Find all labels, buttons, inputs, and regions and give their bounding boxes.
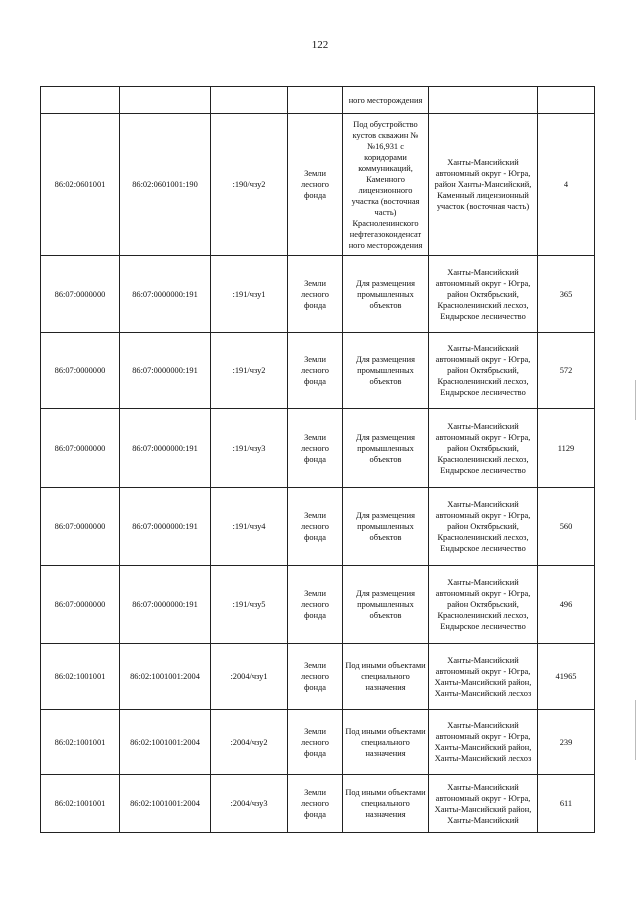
page-number: 122 [311,39,329,51]
part-number-cell [211,87,288,114]
part-number-cell: :2004/чзу1 [211,644,288,710]
land-category-cell: Земли лесного фонда [288,256,343,333]
table-row [41,114,595,256]
area-cell: 560 [538,488,595,566]
land-category-cell: Земли лесного фонда [288,488,343,566]
quarter-cell: 86:07:0000000 [41,409,120,488]
table-row [41,566,595,644]
land-category-cell: Земли лесного фонда [288,710,343,775]
table-row [41,710,595,775]
land-category-cell [288,87,343,114]
table-row [41,87,595,114]
cadastral-number-cell: 86:07:0000000:191 [120,488,211,566]
location-cell: Ханты-Мансийский автономный округ - Югра, Ханты-Мансийский район, Ханты-Мансийский [429,775,538,833]
area-cell: 4 [538,114,595,256]
location-cell: Ханты-Мансийский автономный округ - Югра, район Октябрьский, Красноленинский лесхоз, Ендырское лесничество [429,333,538,409]
location-cell: Ханты-Мансийский автономный округ - Югра, Ханты-Мансийский район, Ханты-Мансийский лесхоз [429,710,538,775]
purpose-cell: Для размещения промышленных объектов [343,488,429,566]
scan-edge-mark [635,700,636,760]
location-cell: Ханты-Мансийский автономный округ - Югра, район Октябрьский, Красноленинский лесхоз, Ендырское лесничество [429,488,538,566]
location-cell: Ханты-Мансийский автономный округ - Югра, район Октябрьский, Красноленинский лесхоз, Ендырское лесничество [429,566,538,644]
cadastral-number-cell: 86:02:1001001:2004 [120,710,211,775]
part-number-cell: :191/чзу4 [211,488,288,566]
area-cell: 365 [538,256,595,333]
land-category-cell: Земли лесного фонда [288,775,343,833]
location-cell: Ханты-Мансийский автономный округ - Югра, район Ханты-Мансийский, Каменный лицензионный участок (восточная часть) [429,114,538,256]
scan-edge-mark [635,380,636,420]
area-cell: 572 [538,333,595,409]
quarter-cell: 86:02:0601001 [41,114,120,256]
area-cell: 1129 [538,409,595,488]
quarter-cell [41,87,120,114]
cadastral-number-cell: 86:07:0000000:191 [120,333,211,409]
location-cell: Ханты-Мансийский автономный округ - Югра, Ханты-Мансийский район, Ханты-Мансийский лесхоз [429,644,538,710]
cadastral-number-cell: 86:07:0000000:191 [120,566,211,644]
cadastral-number-cell: 86:07:0000000:191 [120,409,211,488]
quarter-cell: 86:07:0000000 [41,488,120,566]
land-registry-table [40,86,595,833]
part-number-cell: :191/чзу2 [211,333,288,409]
part-number-cell: :191/чзу5 [211,566,288,644]
part-number-cell: :2004/чзу3 [211,775,288,833]
table-row [41,644,595,710]
purpose-cell: Для размещения промышленных объектов [343,409,429,488]
area-cell: 611 [538,775,595,833]
cadastral-number-cell [120,87,211,114]
land-category-cell: Земли лесного фонда [288,409,343,488]
cadastral-number-cell: 86:07:0000000:191 [120,256,211,333]
part-number-cell: :190/чзу2 [211,114,288,256]
purpose-cell: Для размещения промышленных объектов [343,566,429,644]
purpose-cell: Для размещения промышленных объектов [343,333,429,409]
purpose-cell: ного месторождения [343,87,429,114]
cadastral-number-cell: 86:02:1001001:2004 [120,775,211,833]
purpose-cell: Под иными объектами специального назначения [343,775,429,833]
quarter-cell: 86:07:0000000 [41,333,120,409]
part-number-cell: :2004/чзу2 [211,710,288,775]
area-cell: 41965 [538,644,595,710]
area-cell [538,87,595,114]
table-row [41,488,595,566]
quarter-cell: 86:02:1001001 [41,775,120,833]
area-cell: 496 [538,566,595,644]
location-cell [429,87,538,114]
table-row [41,333,595,409]
location-cell: Ханты-Мансийский автономный округ - Югра, район Октябрьский, Красноленинский лесхоз, Ендырское лесничество [429,256,538,333]
cadastral-number-cell: 86:02:1001001:2004 [120,644,211,710]
area-cell: 239 [538,710,595,775]
table-row [41,256,595,333]
quarter-cell: 86:02:1001001 [41,710,120,775]
quarter-cell: 86:02:1001001 [41,644,120,710]
table-row [41,775,595,833]
part-number-cell: :191/чзу1 [211,256,288,333]
quarter-cell: 86:07:0000000 [41,256,120,333]
purpose-cell: Под иными объектами специального назначения [343,710,429,775]
purpose-cell: Для размещения промышленных объектов [343,256,429,333]
cadastral-number-cell: 86:02:0601001:190 [120,114,211,256]
table-row [41,409,595,488]
land-category-cell: Земли лесного фонда [288,644,343,710]
purpose-cell: Под обустройство кустов скважин №№16,931 с коридорами коммуникаций, Каменного лицензионного участка (восточная часть) Красноленинского нефтегазоконденсат ного месторождения [343,114,429,256]
part-number-cell: :191/чзу3 [211,409,288,488]
quarter-cell: 86:07:0000000 [41,566,120,644]
purpose-cell: Под иными объектами специального назначения [343,644,429,710]
land-category-cell: Земли лесного фонда [288,333,343,409]
location-cell: Ханты-Мансийский автономный округ - Югра, район Октябрьский, Красноленинский лесхоз, Ендырское лесничество [429,409,538,488]
land-category-cell: Земли лесного фонда [288,566,343,644]
land-category-cell: Земли лесного фонда [288,114,343,256]
